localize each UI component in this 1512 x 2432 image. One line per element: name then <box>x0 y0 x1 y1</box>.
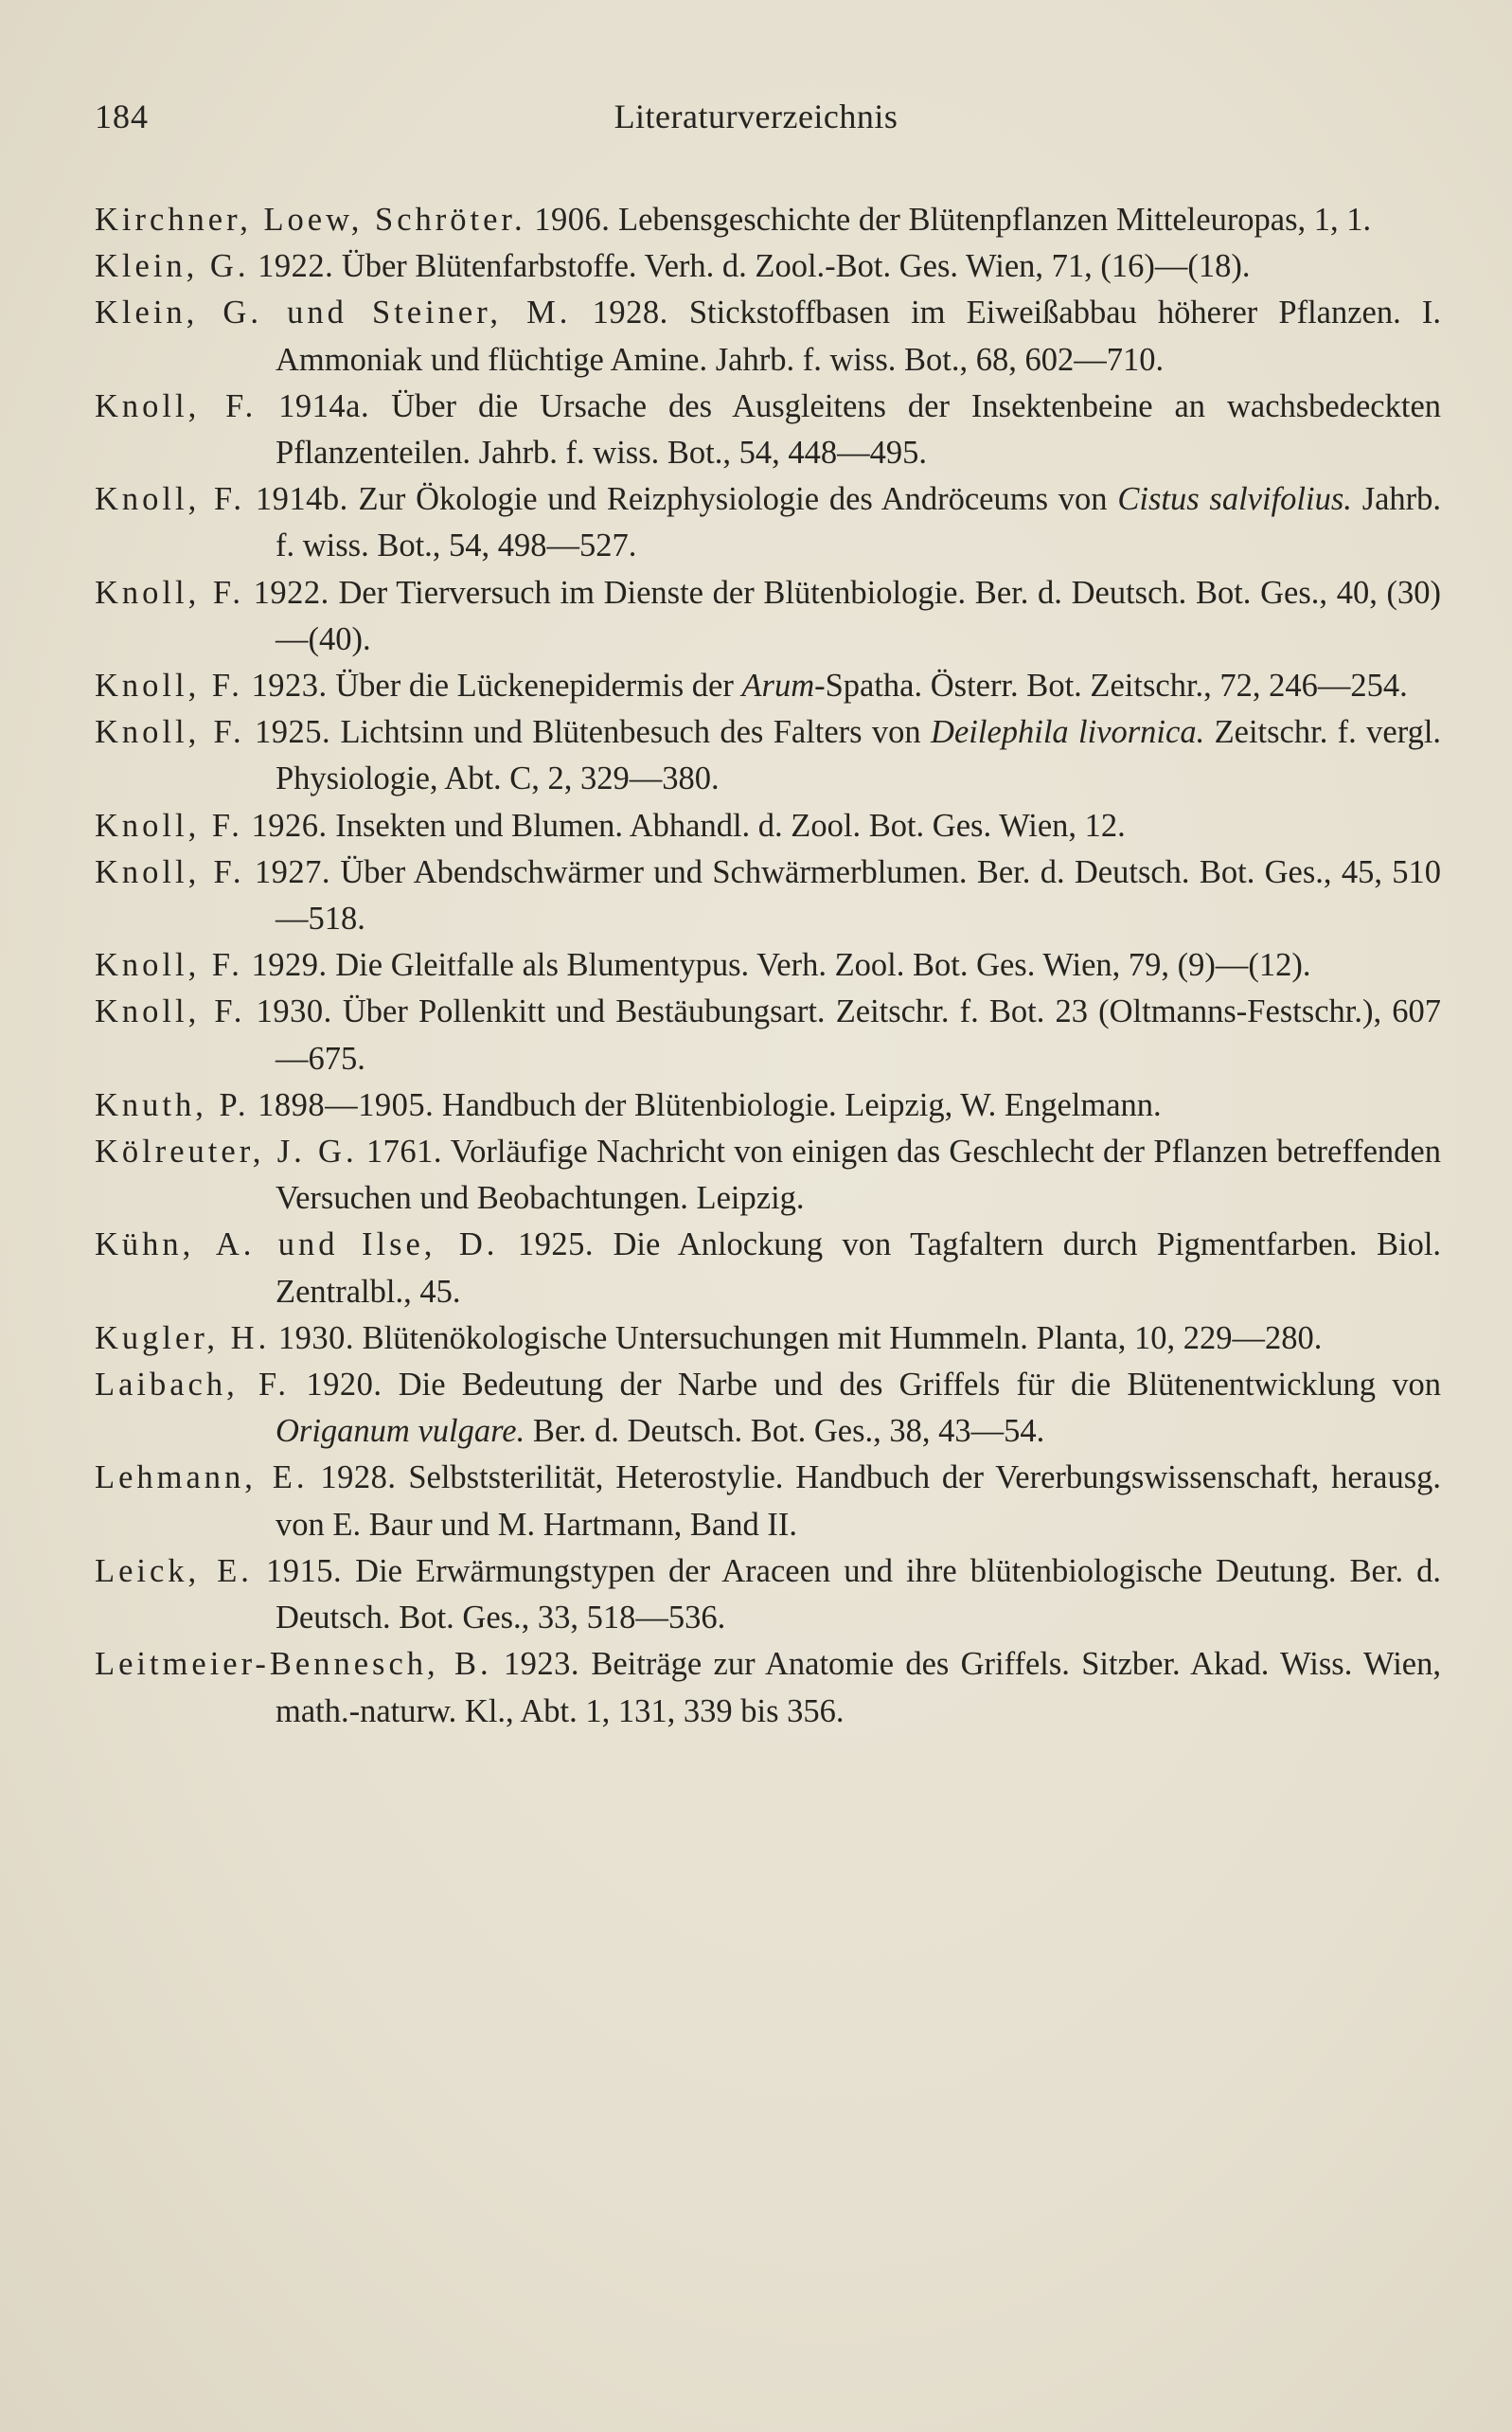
bibliography-entry <box>95 849 1441 942</box>
entry-author: Kugler, H. <box>95 1319 271 1356</box>
entry-author: Knoll, F. <box>95 481 246 518</box>
entry-author: Kirchner, Loew, Schröter. <box>95 202 526 238</box>
entry-author: Kölreuter, J. G. <box>95 1134 358 1171</box>
entry-year: 1923. <box>503 1646 580 1683</box>
entry-genus-name: Arum <box>741 668 815 705</box>
entry-text: Die Anlockung von Tagfaltern durch Pigmentfarben. Biol. Zentralbl., 45. <box>276 1226 1442 1310</box>
entry-text: Die Erwärmungstypen der Araceen und ihre blütenbiologische Deutung. Ber. d. Deutsch. Bot. Ges., 33, 518—536. <box>276 1552 1442 1636</box>
entry-author: Knoll, F. <box>95 853 245 890</box>
entry-text: Beiträge zur Anatomie des Griffels. Sitzber. Akad. Wiss. Wien, math.-naturw. Kl., Abt. 1, 131, 339 bis 356. <box>276 1646 1441 1729</box>
bibliography-entry <box>95 476 1441 569</box>
entry-year: 1761. <box>365 1134 443 1171</box>
bibliography-entry <box>95 290 1441 383</box>
bibliography-entry <box>95 1548 1441 1641</box>
entry-year: 1930. <box>256 993 332 1030</box>
entry-text: Über die Lückenepidermis der <box>335 668 734 705</box>
entry-author: Knoll, F. <box>95 807 243 844</box>
entry-year: 1914a. <box>278 387 370 424</box>
bibliography-entry <box>95 1455 1441 1547</box>
entry-year: 1925. <box>254 714 331 751</box>
entry-author: Kühn, A. und Ilse, D. <box>95 1226 499 1263</box>
entry-text: Zur Ökologie und Reizphysiologie des Andröceums von <box>358 481 1108 518</box>
entry-author: Laibach, F. <box>95 1367 291 1404</box>
bibliography-entry <box>95 570 1441 663</box>
entry-text: Selbststerilität, Heterostylie. Handbuch der Vererbungswissenschaft, herausg. von E. Baur und M. Hartmann, Band II. <box>276 1459 1442 1543</box>
entry-text: Handbuch der Blütenbiologie. Leipzig, W. Engelmann. <box>441 1086 1162 1123</box>
entry-text: Über Blütenfarbstoffe. Verh. d. Zool.-Bot. Ges. Wien, 71, (16)—(18). <box>341 248 1251 285</box>
entry-text: Lichtsinn und Blütenbesuch des Falters von <box>340 714 921 751</box>
entry-species-name: Cistus salvifolius. <box>1117 481 1352 518</box>
bibliography-entry <box>95 243 1441 290</box>
entry-text: Stickstoffbasen im Eiweißabbau höherer Pflanzen. I. Ammoniak und flüchtige Amine. Jahrb. f. wiss. Bot., 68, 602—710. <box>276 295 1441 378</box>
entry-year: 1923. <box>251 668 328 705</box>
entry-text: Die Gleitfalle als Blumentypus. Verh. Zool. Bot. Ges. Wien, 79, (9)—(12). <box>335 947 1311 984</box>
entry-author: Knuth, P. <box>95 1086 250 1123</box>
entry-species-name: Origanum vulgare. <box>276 1413 525 1450</box>
entry-year: 1906. <box>534 202 611 238</box>
bibliography-entry <box>95 1129 1441 1222</box>
page-number: 184 <box>95 98 149 135</box>
bibliography-entry <box>95 709 1441 802</box>
entry-author: Knoll, F. <box>95 993 246 1030</box>
entry-text: Insekten und Blumen. Abhandl. d. Zool. Bot. Ges. Wien, 12. <box>335 807 1126 844</box>
entry-author: Klein, G. <box>95 248 250 285</box>
bibliography-entry <box>95 1641 1441 1734</box>
entry-year: 1914b. <box>255 481 348 518</box>
entry-text: Der Tierversuch im Dienste der Blütenbiologie. Ber. d. Deutsch. Bot. Ges., 40, (30)—(40). <box>276 574 1442 657</box>
entry-author: Lehmann, E. <box>95 1459 309 1496</box>
entry-author: Knoll, F. <box>95 387 258 424</box>
entry-text-rest: -Spatha. Österr. Bot. Zeitschr., 72, 246—254. <box>814 668 1408 705</box>
entry-year: 1928. <box>592 295 668 331</box>
entry-year: 1922. <box>253 574 329 611</box>
entry-text: Vorläufige Nachricht von einigen das Geschlecht der Pflanzen betreffenden Versuchen und Beobachtungen. Leipzig. <box>276 1134 1441 1217</box>
entry-year: 1915. <box>265 1552 343 1589</box>
entry-text: Blütenökologische Untersuchungen mit Hummeln. Planta, 10, 229—280. <box>362 1319 1323 1356</box>
entry-text-rest: Jahrb. f. wiss. Bot., 54, 498—527. <box>276 481 1442 564</box>
entry-author: Knoll, F. <box>95 574 244 611</box>
entry-year: 1898—1905. <box>258 1086 435 1123</box>
entry-year: 1928. <box>320 1459 397 1496</box>
entry-text: Über Pollenkitt und Bestäubungsart. Zeitschr. f. Bot. 23 (Oltmanns-Festschr.), 607—675. <box>276 993 1442 1077</box>
entry-author: Knoll, F. <box>95 668 243 705</box>
entry-author: Knoll, F. <box>95 947 243 984</box>
bibliography-entry <box>95 384 1441 476</box>
entry-text-rest: Zeitschr. f. vergl. Physiologie, Abt. C, 2, 329—380. <box>276 714 1442 797</box>
entry-year: 1922. <box>258 248 334 285</box>
bibliography-entry <box>95 803 1441 849</box>
entry-text: Über Abendschwärmer und Schwärmerblumen. Ber. d. Deutsch. Bot. Ges., 45, 510—518. <box>276 853 1442 938</box>
entry-year: 1926. <box>251 807 328 844</box>
bibliography-entry <box>95 663 1441 709</box>
entry-author: Knoll, F. <box>95 714 245 751</box>
bibliography-entry <box>95 1362 1441 1455</box>
bibliography-entry <box>95 1222 1441 1314</box>
entry-text-rest: Ber. d. Deutsch. Bot. Ges., 38, 43—54. <box>532 1413 1045 1450</box>
entry-author: Klein, G. und Steiner, M. <box>95 295 572 331</box>
entry-text: Lebensgeschichte der Blütenpflanzen Mitteleuropas, 1, 1. <box>618 202 1372 238</box>
bibliography-list <box>95 197 1441 1735</box>
entry-author: Leick, E. <box>95 1552 253 1589</box>
entry-species-name: Deilephila livornica. <box>931 714 1205 751</box>
entry-year: 1930. <box>277 1319 354 1356</box>
entry-year: 1929. <box>251 947 328 984</box>
entry-year: 1927. <box>254 853 330 890</box>
entry-year: 1925. <box>517 1226 594 1263</box>
entry-author: Leitmeier-Bennesch, B. <box>95 1646 492 1683</box>
entry-year: 1920. <box>306 1367 382 1404</box>
entry-text: Über die Ursache des Ausgleitens der Insektenbeine an wachsbedeckten Pflanzenteilen. Jahrb. f. wiss. Bot., 54, 448—495. <box>276 387 1442 472</box>
bibliography-entry <box>95 989 1441 1082</box>
bibliography-entry <box>95 1082 1441 1129</box>
bibliography-entry <box>95 1315 1441 1362</box>
bibliography-entry <box>95 197 1441 243</box>
entry-text: Die Bedeutung der Narbe und des Griffels für die Blütenentwicklung von <box>398 1367 1442 1404</box>
bibliography-entry <box>95 942 1441 989</box>
running-head: Literaturverzeichnis <box>614 98 898 135</box>
